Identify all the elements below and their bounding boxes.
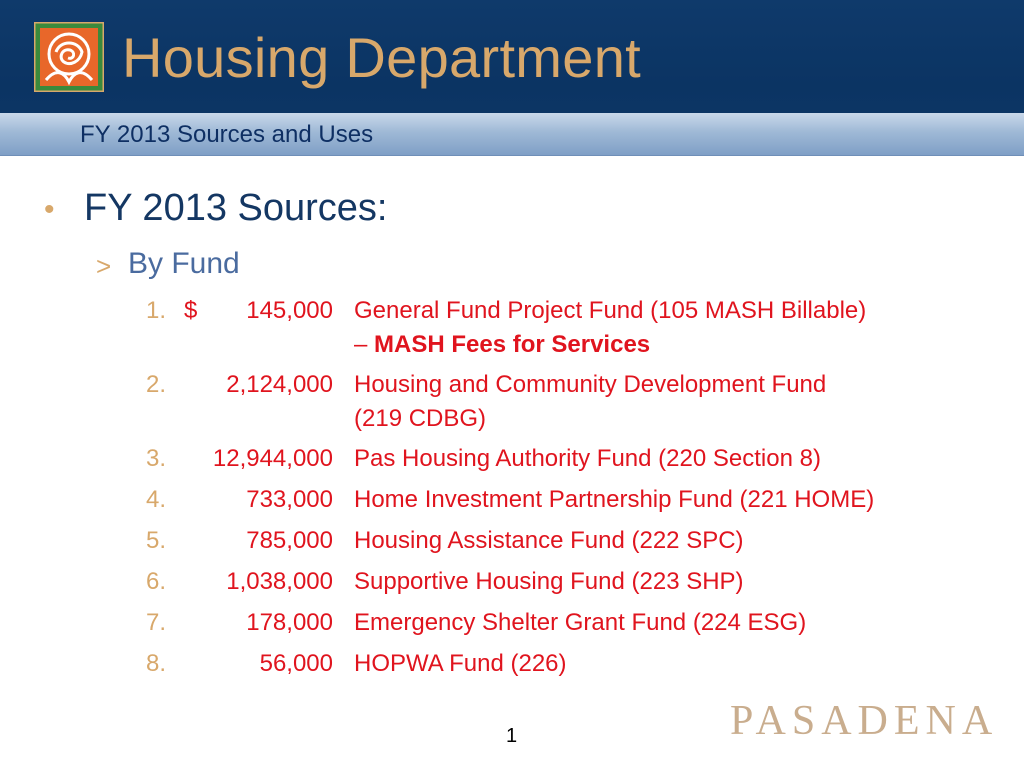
item-description: Supportive Housing Fund (223 SHP) [354, 568, 744, 595]
item-description-bold: MASH Fees for Services [374, 331, 651, 358]
page-subtitle: FY 2013 Sources and Uses [80, 121, 374, 148]
page-number: 1 [506, 725, 518, 747]
item-amount: 1,038,000 [226, 568, 333, 595]
bullet-level2-text: By Fund [128, 247, 240, 280]
rose-logo-icon [34, 22, 104, 92]
item-amount: 785,000 [246, 527, 333, 554]
item-number: 8. [146, 650, 167, 677]
item-dollar-sign: $ [184, 297, 198, 324]
item-description: HOPWA Fund (226) [354, 650, 567, 677]
item-number: 4. [146, 486, 167, 513]
item-number: 1. [146, 297, 167, 324]
item-description: Home Investment Partnership Fund (221 HOME) [354, 486, 875, 513]
item-amount: 178,000 [246, 609, 333, 636]
item-amount: 733,000 [246, 486, 333, 513]
item-description: General Fund Project Fund (105 MASH Billable) [354, 297, 867, 324]
item-description-continued [354, 328, 650, 362]
item-amount: 56,000 [259, 650, 333, 677]
item-description: Pas Housing Authority Fund (220 Section 8) [354, 445, 821, 472]
item-description: Emergency Shelter Grant Fund (224 ESG) [354, 609, 807, 636]
chevron-right-icon: > [96, 251, 112, 281]
item-description-prefix: – [354, 331, 375, 358]
item-number: 5. [146, 527, 167, 554]
item-number: 6. [146, 568, 167, 595]
pasadena-logo-text: PASADENA [730, 698, 999, 744]
item-amount: 2,124,000 [226, 371, 333, 398]
bullet-dot-icon: • [44, 193, 55, 226]
item-number: 7. [146, 609, 167, 636]
item-amount: 145,000 [246, 297, 333, 324]
item-number: 3. [146, 445, 167, 472]
item-amount: 12,944,000 [212, 445, 333, 472]
pasadena-logo [730, 694, 1000, 744]
page-title: Housing Department [122, 26, 641, 89]
bullet-level1-text: FY 2013 Sources: [84, 187, 388, 229]
item-description: Housing and Community Development Fund [354, 371, 827, 398]
item-number: 2. [146, 371, 167, 398]
item-description-continued: (219 CDBG) [354, 405, 487, 432]
item-description: Housing Assistance Fund (222 SPC) [354, 527, 744, 554]
